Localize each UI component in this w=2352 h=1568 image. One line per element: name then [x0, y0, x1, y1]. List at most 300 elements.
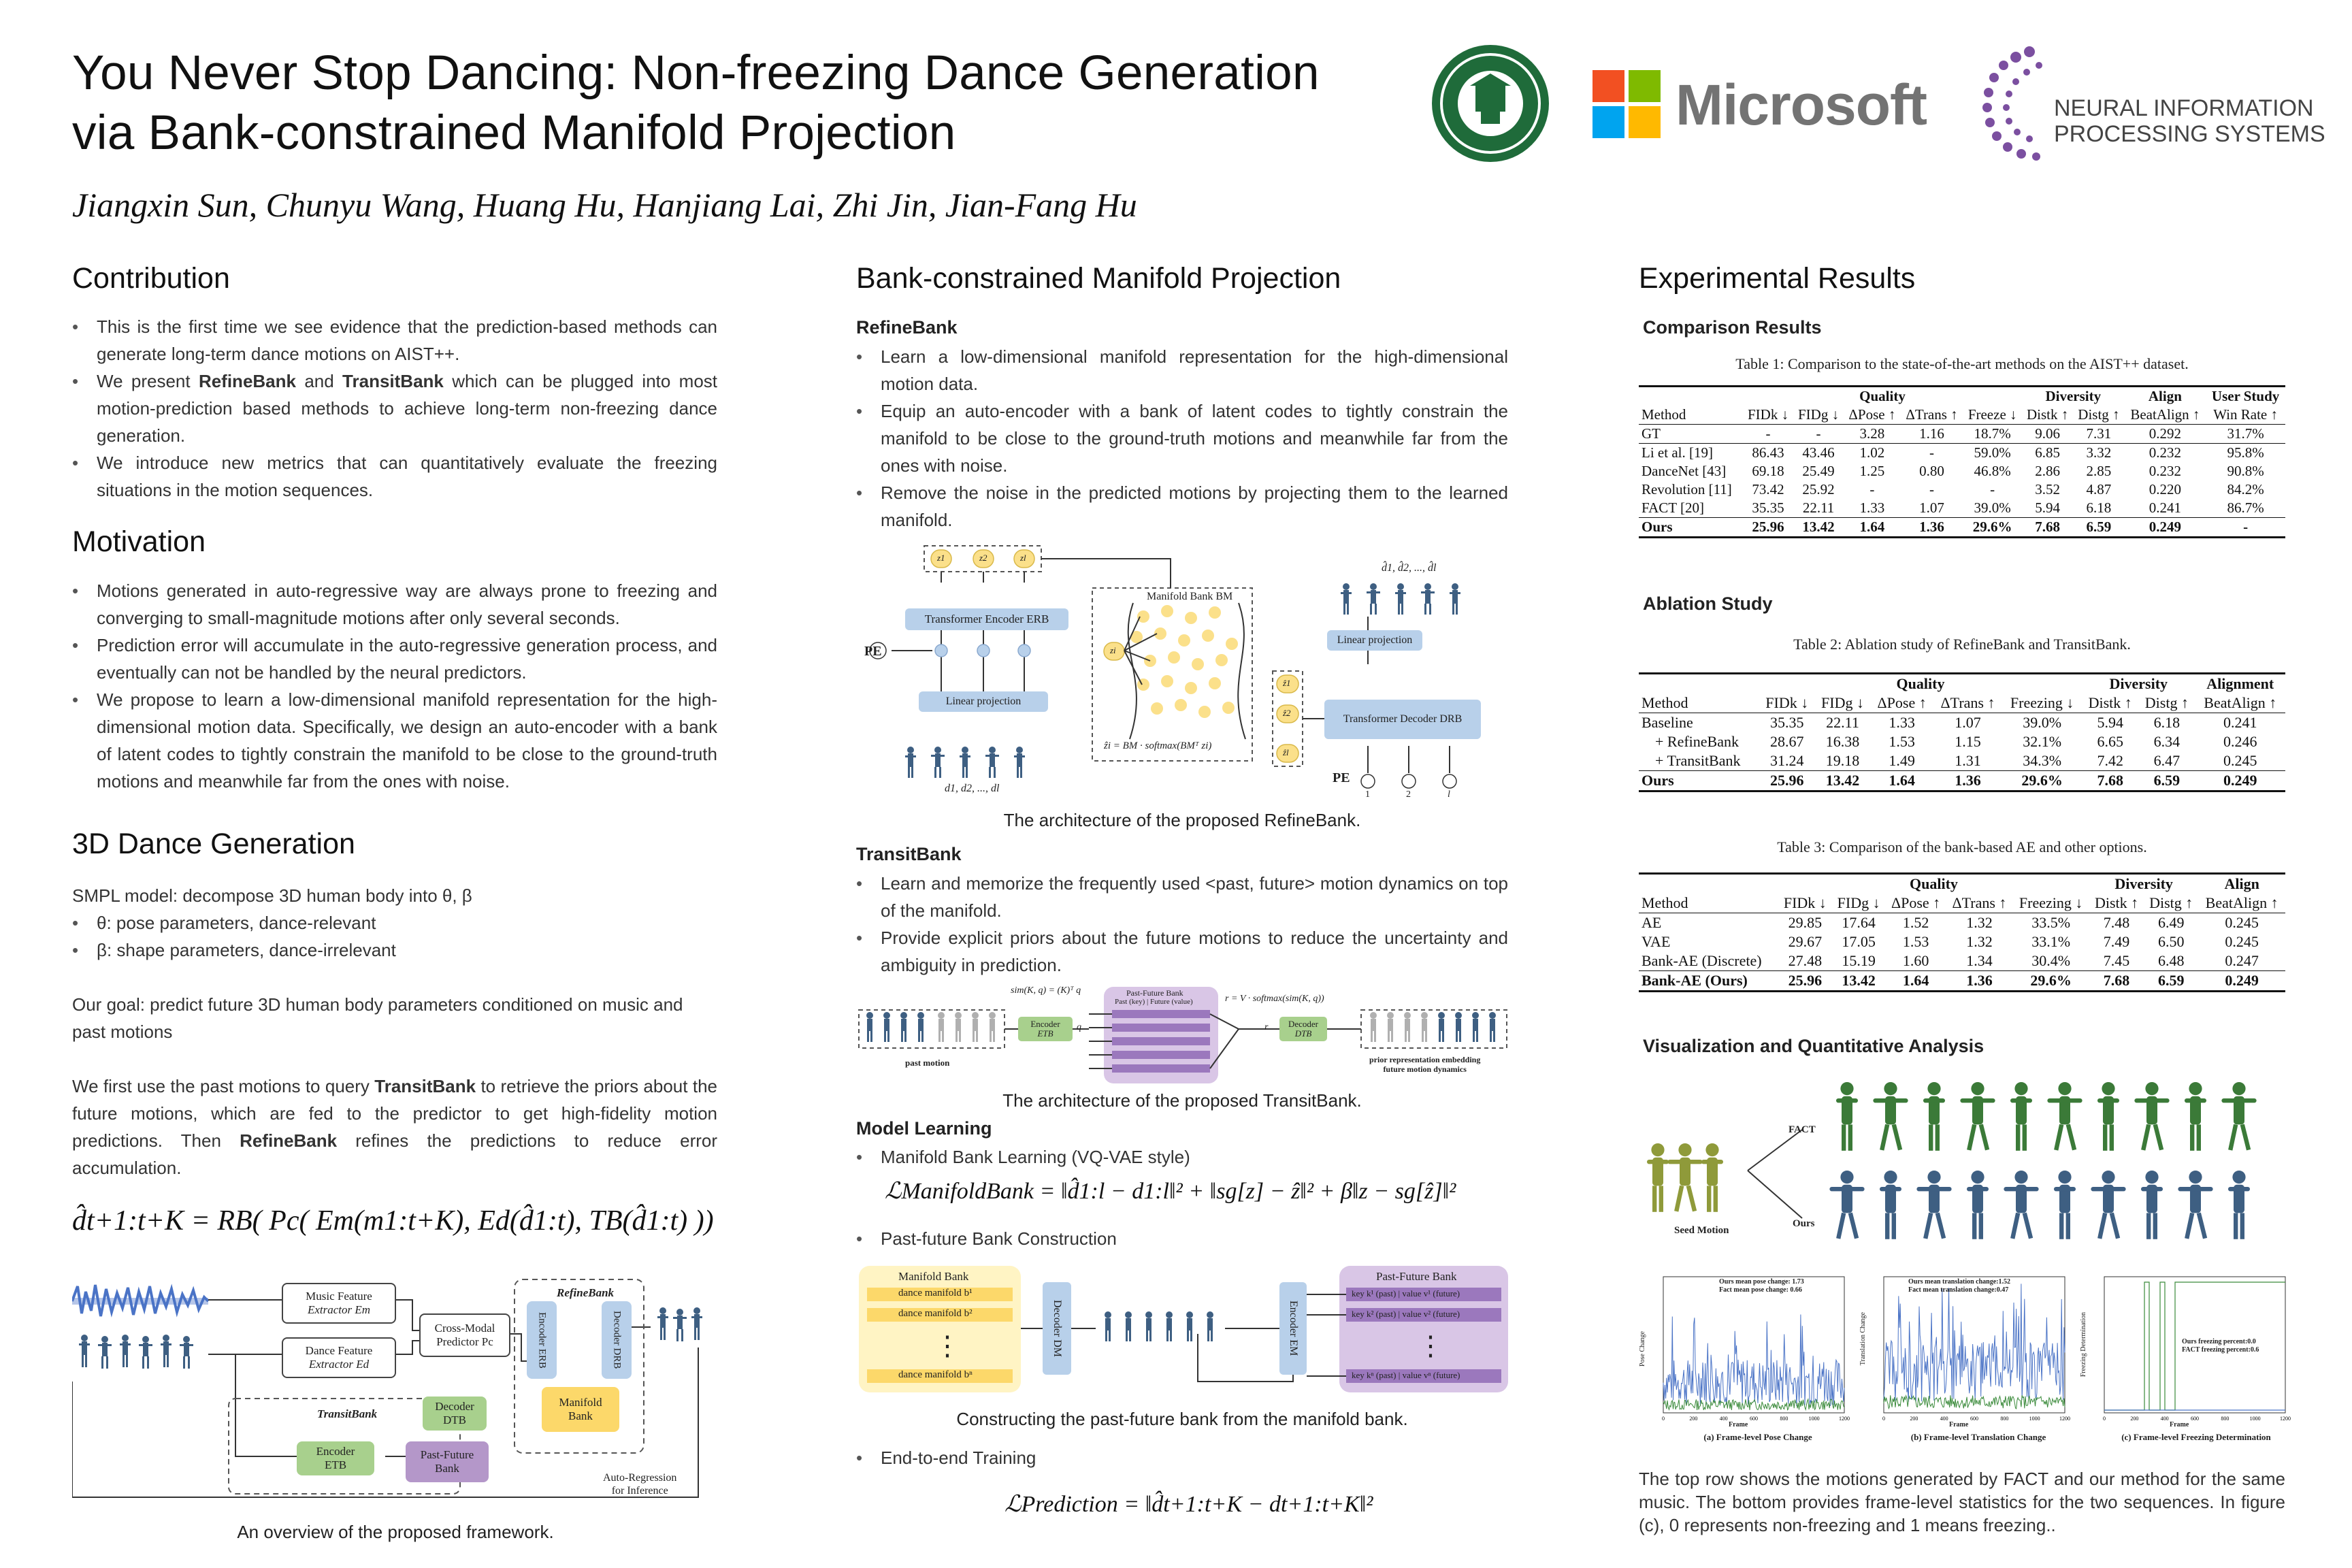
past-motion-label: past motion [905, 1058, 950, 1068]
row-label: Li et al. [19] [1642, 444, 1713, 461]
table-cell: 13.42 [1842, 972, 1876, 989]
dance3d-body [72, 882, 717, 1181]
prior-label: prior representation embedding future motion dynamics [1369, 1055, 1481, 1074]
table-cell: 25.96 [1770, 772, 1804, 789]
music-feature-extractor: Music Feature Extractor Em [282, 1283, 396, 1324]
table-cell: 1.36 [1966, 972, 1993, 989]
dancer-figure [2228, 1171, 2250, 1239]
table-cell: 1.64 [1902, 972, 1929, 989]
table-cell: 3.28 [1859, 425, 1885, 442]
table-cell: 1.32 [1966, 914, 1993, 931]
manifold-decoder-block: Decoder DM [1043, 1282, 1071, 1375]
latent-code-2: z2 [979, 553, 987, 563]
dance3d-heading: 3D Dance Generation [72, 828, 355, 860]
projection-formula: ẑi = BM · softmax(BMᵀ zi) [1104, 740, 1212, 751]
list-item: • θ: pose parameters, dance-relevant [72, 909, 717, 936]
x-tick-label: 800 [1780, 1416, 1788, 1422]
table-cell: BeatAlign ↑ [2130, 406, 2200, 423]
row-label: Revolution [11] [1642, 481, 1732, 497]
table-cell: 7.49 [2103, 933, 2130, 950]
table-cell: 59.0% [1974, 444, 2011, 461]
table-cell: 1.15 [1955, 733, 1981, 750]
table-group: Align [2148, 388, 2182, 404]
x-tick-label: 0 [1662, 1416, 1665, 1422]
decoder-pe-label: PE [1333, 770, 1350, 785]
list-item: • Learn a low-dimensional manifold representation for the high-dimensional motion data. [856, 343, 1508, 397]
table-cell: 1.64 [1859, 519, 1885, 535]
dancer-figure [2134, 1082, 2169, 1151]
refinebank-decoder: Decoder DRB [602, 1301, 632, 1379]
table-cell: Distk ↑ [2088, 694, 2132, 711]
latent-code-l: zl [1020, 553, 1026, 563]
table-cell: 33.5% [2031, 914, 2071, 931]
table-cell: FIDg ↓ [1798, 406, 1840, 423]
table-cell: 1.25 [1859, 463, 1885, 479]
dancer-figure [2097, 1082, 2119, 1151]
dance-feature-extractor: Dance Feature Extractor Ed [282, 1337, 396, 1378]
table-row [1639, 951, 2285, 971]
table-cell: 0.249 [2149, 519, 2181, 535]
table-cell: Freeze ↓ [1967, 406, 2017, 423]
table-cell: Distk ↑ [2027, 406, 2069, 423]
table-cell: - [1929, 481, 1935, 497]
table-group: Quality [1910, 875, 1958, 892]
dance-manifold-n: dance manifold bⁿ [898, 1369, 973, 1380]
prediction-loss: ℒPrediction = ‖d̂t+1:t+K − dt+1:t+K‖² [1004, 1492, 1373, 1517]
model-learning-list-2 [856, 1225, 1508, 1252]
table-cell: 6.18 [2086, 500, 2112, 516]
row-label: VAE [1642, 933, 1671, 950]
table-cell: 9.06 [2035, 425, 2061, 442]
table-header-row [1639, 693, 2285, 713]
table-cell: 16.38 [1825, 733, 1860, 750]
table-cell: 35.35 [1752, 500, 1784, 516]
table-row [1639, 425, 2285, 444]
table-cell: 29.85 [1788, 914, 1823, 931]
table-cell: 84.2% [2227, 481, 2264, 497]
table-cell: 2.85 [2086, 463, 2112, 479]
manifold-bank: Manifold Bank [542, 1387, 619, 1432]
table-cell: Distg ↑ [2144, 694, 2189, 711]
dancer-figure [1967, 1171, 1989, 1239]
dancer-figure [2010, 1082, 2032, 1151]
neurips-wordmark: NEURAL INFORMATION PROCESSING SYSTEMS [2054, 95, 2325, 147]
row-label: DanceNet [43] [1642, 463, 1727, 479]
bank-entry-1: key k¹ (past) | value v¹ (future) [1352, 1288, 1460, 1298]
query-code-label: zi [1110, 645, 1116, 655]
transitbank-decoder: Decoder DTB [423, 1396, 487, 1431]
table-cell: 6.65 [2097, 733, 2123, 750]
pe-index-2: 2 [1406, 789, 1411, 800]
list-item: • Remove the noise in the predicted motions by projecting them to the learned manifold. [856, 479, 1508, 534]
y-axis-label: Translation Change [1859, 1312, 1867, 1366]
list-item: • β: shape parameters, dance-irrelevant [72, 936, 717, 964]
dancer-figure [1829, 1171, 1864, 1239]
ours-label: Ours [1793, 1218, 1815, 1229]
table-group: Quality [1896, 675, 1945, 692]
table-cell: Win Rate ↑ [2213, 406, 2278, 423]
motivation-heading: Motivation [72, 525, 206, 558]
x-tick-label: 600 [1970, 1416, 1978, 1422]
table-cell: 1.33 [1889, 714, 1915, 731]
table2-caption: Table 2: Ablation study of RefineBank and TransitBank. [1793, 636, 2131, 653]
method-paragraph: We first use the past motions to query TransitBank to retrieve the priors about the future motions, which are fed to the predictor to get high-fidelity motion predictions. Then RefineBank refines the predictions to reduce error accumulation. [72, 1076, 717, 1178]
table-cell: 86.43 [1752, 444, 1784, 461]
table-row [1639, 713, 2285, 733]
table-cell: 1.52 [1902, 914, 1929, 931]
comparison-subheading: Comparison Results [1643, 317, 1822, 338]
table1-caption: Table 1: Comparison to the state-of-the-art methods on the AIST++ dataset. [1735, 355, 2189, 372]
table-cell: BeatAlign ↑ [2205, 894, 2278, 911]
table-cell: 0.220 [2149, 481, 2181, 497]
auto-regression-label: Auto-Regression for Inference [603, 1472, 677, 1497]
list-item: • Prediction error will accumulate in the auto-regressive generation process, and eventually can not be handled by the neural predictors. [72, 632, 717, 686]
model-learning-list-3 [856, 1444, 1508, 1471]
list-item: • We propose to learn a low-dimensional manifold representation for the high-dimensional motion data. Specifically, we design an auto-encoder with a bank of latent codes to tightly constrain the manifold to be close to the ground-truth motions and meanwhile far from the ones with noise. [72, 686, 717, 795]
list-item: • Past-future Bank Construction [856, 1225, 1508, 1252]
x-axis-label: Frame [2170, 1421, 2189, 1428]
refinebank-diagram [864, 542, 1518, 800]
table-cell: 22.11 [1802, 500, 1835, 516]
table-cell: 29.67 [1788, 933, 1823, 950]
table-cell: 29.6% [2021, 772, 2063, 789]
table-cell: Freezing ↓ [2010, 694, 2074, 711]
table-cell: 1.32 [1966, 933, 1993, 950]
table-cell: 95.8% [2227, 444, 2264, 461]
model-learning-subheading: Model Learning [856, 1118, 992, 1139]
pe-label: PE [864, 644, 882, 659]
table-cell: 0.247 [2225, 952, 2259, 969]
table-group: Quality [1859, 388, 1906, 404]
dance-manifold-2: dance manifold b² [898, 1308, 973, 1319]
authors: Jiangxin Sun, Chunyu Wang, Huang Hu, Hanjiang Lai, Zhi Jin, Jian-Fang Hu [72, 186, 1137, 224]
past-future-bank-title: Past-Future Bank [1376, 1270, 1457, 1283]
x-tick-label: 1200 [1839, 1416, 1850, 1422]
x-axis-label: Frame [1729, 1421, 1748, 1428]
table-cell: 0.245 [2225, 933, 2259, 950]
x-tick-label: 400 [1719, 1416, 1728, 1422]
past-future-bank-label: Past-Future Bank [1126, 988, 1183, 998]
contribution-heading: Contribution [72, 262, 230, 295]
dance-visualization [1639, 1075, 2285, 1245]
table-group: Diversity [2045, 388, 2102, 404]
comparison-table [1639, 385, 2285, 538]
data-series [1884, 1284, 2065, 1401]
table-cell: 3.52 [2035, 481, 2061, 497]
transformer-decoder-block: Transformer Decoder DRB [1324, 700, 1481, 739]
table-cell: 1.36 [1955, 772, 1981, 789]
transitbank-subheading: TransitBank [856, 844, 962, 864]
table-row [1639, 462, 2285, 480]
table-cell: 13.42 [1825, 772, 1860, 789]
output-sequence-label: d̂1, d̂2, ..., d̂l [1382, 562, 1437, 574]
smpl-intro: SMPL model: decompose 3D human body into θ, β [72, 885, 472, 906]
table-cell: 69.18 [1752, 463, 1784, 479]
table-cell: - [1765, 425, 1771, 442]
data-series [1884, 1395, 2065, 1409]
table-cell: 6.18 [2153, 714, 2180, 731]
table-cell: 19.18 [1825, 752, 1860, 769]
table-row [1639, 913, 2285, 933]
row-label: + TransitBank [1655, 752, 1741, 769]
visualization-caption: The top row shows the motions generated by FACT and our method for the same music. The bottom provides frame-level statistics for the two sequences. In figure (c), 0 represents non-freezing and 1 means freezing.. [1639, 1469, 2285, 1535]
x-tick-label: 200 [1689, 1416, 1698, 1422]
table-cell: 35.35 [1770, 714, 1804, 731]
ablation-subheading: Ablation Study [1643, 593, 1773, 614]
table-cell: 0.292 [2149, 425, 2181, 442]
transitbank-caption: The architecture of the proposed TransitBank. [1002, 1090, 1362, 1111]
table-cell: 1.16 [1919, 425, 1944, 442]
retrieval-formula: r = V · softmax(sim(K, q)) [1225, 994, 1324, 1004]
legend: Ours mean translation change:1.52 Fact mean translation change:0.47 [1908, 1278, 2010, 1294]
table-cell: 0.241 [2149, 500, 2181, 516]
table-cell: FIDg ↓ [1821, 694, 1864, 711]
main-equation: d̂t+1:t+K = RB( Pc( Em(m1:t+K), Ed(d̂1:t), TB(d̂1:t) )) [72, 1205, 714, 1237]
table-cell: 1.34 [1966, 952, 1993, 969]
dancer-figure [1667, 1143, 1702, 1212]
table-cell: ΔTrans ↑ [1940, 694, 1995, 711]
table-cell: 28.67 [1770, 733, 1804, 750]
dancer-figure [1960, 1082, 1995, 1151]
row-label: AE [1642, 914, 1662, 931]
table-cell: 1.07 [1955, 714, 1981, 731]
refinebank-caption: The architecture of the proposed RefineBank. [1003, 810, 1361, 830]
y-axis-label: Pose Change [1639, 1331, 1646, 1367]
table-cell: 6.59 [2086, 519, 2112, 535]
table-cell: 73.42 [1752, 481, 1784, 497]
row-label: Baseline [1642, 714, 1693, 731]
table-cell: 39.0% [1974, 500, 2011, 516]
row-label: + RefineBank [1655, 733, 1739, 750]
list-item: • Motions generated in auto-regressive way are always prone to freezing and converging to small-magnitude motions after only several seconds. [72, 577, 717, 632]
table-cell: Distk ↑ [2094, 894, 2139, 911]
manifold-dots: ⋮ [934, 1330, 961, 1361]
table-row-ours [1639, 518, 2285, 538]
table-cell: 1.64 [1889, 772, 1915, 789]
dancer-figure [1880, 1171, 1901, 1239]
input-sequence-label: d1, d2, ..., dl [945, 783, 1000, 794]
table-cell: Freezing ↓ [2019, 894, 2083, 911]
dancer-figure [1701, 1143, 1723, 1212]
similarity-formula: sim(K, q) = (K)ᵀ q [1011, 985, 1081, 996]
motivation-list [72, 577, 717, 795]
projected-code-l: ẑl [1283, 747, 1289, 757]
dancer-figure [1836, 1082, 1858, 1151]
manifold-encoder-block: Encoder EM [1279, 1282, 1307, 1375]
title-line-2: via Bank-constrained Manifold Projection [72, 106, 956, 160]
options-table [1639, 872, 2285, 992]
table-cell: Distg ↑ [2078, 406, 2120, 423]
list-item: • We introduce new metrics that can quantitatively evaluate the freezing situations in the motion sequences. [72, 449, 717, 504]
pf-construction-caption: Constructing the past-future bank from the manifold bank. [956, 1409, 1408, 1429]
table-cell: 7.68 [2097, 772, 2123, 789]
contribution-list [72, 313, 717, 504]
transitbank-figure [858, 984, 1511, 1086]
transitbank-list [856, 870, 1508, 979]
table-cell: 29.6% [1972, 519, 2012, 535]
pf-construction-figure [858, 1266, 1511, 1395]
table-cell: 25.96 [1752, 519, 1784, 535]
table-cell: - [1869, 481, 1875, 497]
x-tick-label: 600 [1750, 1416, 1758, 1422]
refinebank-list [856, 343, 1508, 534]
bank-dots: ⋮ [1417, 1330, 1444, 1361]
table-cell: FIDk ↓ [1747, 406, 1789, 423]
table-cell: - [1990, 481, 1995, 497]
visualization-subheading: Visualization and Quantitative Analysis [1643, 1036, 1984, 1056]
table-cell: 6.59 [2153, 772, 2180, 789]
row-label: Method [1642, 694, 1688, 711]
manifold-bank-title: Manifold Bank [898, 1270, 969, 1283]
x-tick-label: 1200 [2280, 1416, 2291, 1422]
table-row [1639, 499, 2285, 518]
goal-text: Our goal: predict future 3D human body parameters conditioned on music and past motions [72, 994, 683, 1042]
table-cell: 6.50 [2157, 933, 2185, 950]
table-cell: 31.24 [1770, 752, 1804, 769]
table-cell: ΔTrans ↑ [1952, 894, 2007, 911]
x-axis-label: Frame [1949, 1421, 1969, 1428]
table-cell: FIDk ↓ [1783, 894, 1827, 911]
table-cell: 17.05 [1842, 933, 1876, 950]
table-cell: 5.94 [2097, 714, 2123, 731]
bank-entry-n: key kⁿ (past) | value vⁿ (future) [1352, 1370, 1460, 1380]
table-cell: 43.46 [1802, 444, 1835, 461]
x-tick-label: 400 [1940, 1416, 1948, 1422]
table-cell: 15.19 [1842, 952, 1876, 969]
dancer-figure [2054, 1171, 2076, 1239]
row-label: Ours [1642, 772, 1674, 789]
table-cell: 86.7% [2227, 500, 2264, 516]
past-future-bank-sub: Past (key) | Future (value) [1115, 998, 1193, 1006]
table-cell: 0.246 [2223, 733, 2257, 750]
list-item: • We present RefineBank and TransitBank which can be plugged into most motion-prediction based methods to achieve long-term non-freezing dance generation. [72, 368, 717, 449]
table-cell: 25.92 [1802, 481, 1835, 497]
table-cell: 13.42 [1802, 519, 1835, 535]
query-label: q [1077, 1022, 1081, 1032]
decoder-linear-projection-block: Linear projection [1327, 630, 1422, 651]
table-row [1639, 751, 2285, 771]
x-tick-label: 200 [1910, 1416, 1918, 1422]
plot-caption: (a) Frame-level Pose Change [1703, 1432, 1812, 1442]
x-tick-label: 1200 [2059, 1416, 2070, 1422]
row-label: GT [1642, 425, 1661, 442]
table-cell: 27.48 [1788, 952, 1823, 969]
table-cell: ΔTrans ↑ [1906, 406, 1958, 423]
bcmp-heading: Bank-constrained Manifold Projection [856, 262, 1341, 295]
projected-code-1: ẑ1 [1283, 678, 1291, 688]
table-cell: 25.49 [1802, 463, 1835, 479]
ablation-table [1639, 672, 2285, 792]
table-cell: 46.8% [1974, 463, 2011, 479]
dancer-figure [1916, 1171, 1951, 1239]
table-cell: 1.53 [1889, 733, 1915, 750]
sysu-logo [1429, 42, 1552, 165]
table-cell: 3.32 [2086, 444, 2112, 461]
dancer-sequence-image [1639, 1075, 2285, 1245]
table-row [1639, 444, 2285, 463]
table-cell: 7.68 [2035, 519, 2061, 535]
table-cell: 30.4% [2031, 952, 2071, 969]
dancer-figure [2221, 1082, 2256, 1151]
linear-projection-block: Linear projection [919, 691, 1048, 712]
dancer-figure [2185, 1082, 2206, 1151]
x-tick-label: 800 [2221, 1416, 2230, 1422]
table-cell: 1.31 [1955, 752, 1981, 769]
plot-caption: (b) Frame-level Translation Change [1910, 1432, 2046, 1442]
x-tick-label: 0 [2103, 1416, 2106, 1422]
pe-index-l: l [1448, 789, 1450, 800]
data-series [1663, 1315, 1844, 1407]
table-cell: 1.49 [1889, 752, 1915, 769]
transitbank-encoder: Encoder ETB [297, 1441, 374, 1475]
x-tick-label: 0 [1882, 1416, 1885, 1422]
table-cell: 4.87 [2086, 481, 2112, 497]
list-item: • Manifold Bank Learning (VQ-VAE style) [856, 1143, 1508, 1171]
table-cell: 0.245 [2225, 914, 2259, 931]
seed-motion-label: Seed Motion [1674, 1225, 1729, 1236]
transit-encoder-block: Encoder ETB [1018, 1017, 1073, 1041]
table-header-row [1639, 894, 2285, 913]
table-cell: FIDk ↓ [1765, 694, 1809, 711]
table-cell: FIDg ↓ [1837, 894, 1880, 911]
table-cell: 0.232 [2149, 463, 2181, 479]
table-cell: 7.31 [2086, 425, 2112, 442]
table-cell: 22.11 [1826, 714, 1859, 731]
list-item: • Equip an auto-encoder with a bank of latent codes to tightly constrain the manifold to be close to the ground-truth motions and meanwhile far from the ones with noise. [856, 397, 1508, 479]
results-heading: Experimental Results [1639, 262, 1916, 295]
table-cell: ΔPose ↑ [1877, 694, 1927, 711]
dance-manifold-1: dance manifold b¹ [898, 1288, 973, 1298]
table-cell: 6.85 [2035, 444, 2061, 461]
x-tick-label: 1000 [2249, 1416, 2261, 1422]
dancer-figure [2004, 1171, 2038, 1239]
table-row [1639, 480, 2285, 499]
table-cell: 1.60 [1902, 952, 1929, 969]
x-tick-label: 1000 [2029, 1416, 2040, 1422]
table-cell: ΔPose ↑ [1848, 406, 1896, 423]
table1 [1639, 385, 2285, 538]
retrieved-label: r [1264, 1022, 1269, 1032]
legend: Ours freezing percent:0.0 FACT freezing percent:0.6 [2182, 1338, 2259, 1354]
table-cell: 7.68 [2103, 972, 2130, 989]
latent-code-1: z1 [937, 553, 945, 563]
table-cell: 90.8% [2227, 463, 2264, 479]
table3-caption: Table 3: Comparison of the bank-based AE and other options. [1777, 838, 2147, 855]
table-cell: 5.94 [2035, 500, 2061, 516]
table-cell: 6.59 [2157, 972, 2185, 989]
x-tick-label: 800 [2000, 1416, 2009, 1422]
table-group: Diversity [2109, 675, 2168, 692]
table-group: Alignment [2206, 675, 2274, 692]
table-cell: 34.3% [2023, 752, 2062, 769]
manifold-bank-label: Manifold Bank BM [1147, 591, 1233, 602]
table-header-row [1639, 406, 2285, 425]
row-label: Bank-AE (Ours) [1642, 972, 1748, 989]
table-cell: 32.1% [2023, 733, 2062, 750]
table-group: User Study [2211, 388, 2280, 404]
row-label: Bank-AE (Discrete) [1642, 952, 1762, 969]
table-row [1639, 732, 2285, 751]
list-item: • Provide explicit priors about the future motions to reduce the uncertainty and ambiguity in prediction. [856, 924, 1508, 979]
dancer-figure [2141, 1171, 2163, 1239]
fact-label: FACT [1788, 1124, 1816, 1135]
table-row-ours [1639, 771, 2285, 791]
table-cell: 6.49 [2157, 914, 2185, 931]
plot-caption: (c) Frame-level Freezing Determination [2121, 1432, 2271, 1442]
neurips-logo-icon [1982, 45, 2050, 171]
cross-modal-predictor: Cross-Modal Predictor Pc [419, 1313, 510, 1357]
dancer-figure [1873, 1082, 1908, 1151]
